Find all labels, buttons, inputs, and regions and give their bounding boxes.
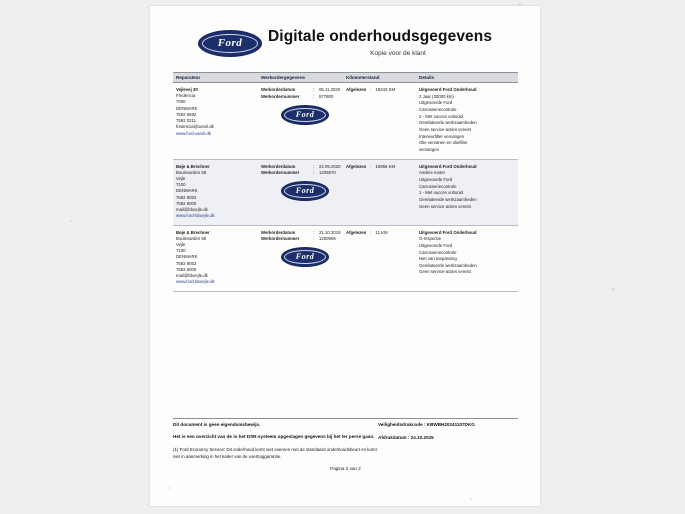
table-row	[173, 83, 518, 160]
details-line: Uitgevoerde Ford	[419, 242, 453, 248]
label-separator: :	[313, 87, 315, 92]
repairer-line: DENMARK	[176, 105, 198, 111]
details-line: Niet van toepassing	[419, 256, 457, 262]
table-row	[173, 160, 518, 226]
odometer-label: Afgelezen	[346, 87, 367, 92]
background-speckle	[470, 498, 472, 500]
details-title: Uitgevoerd Ford Onderhoud	[419, 229, 477, 235]
repairer-line: 7582 6000	[176, 266, 197, 272]
ford-logo-text: Ford	[217, 37, 243, 49]
label-separator: :	[370, 87, 372, 92]
security-code	[378, 422, 518, 429]
odometer-label: Afgelezen	[346, 163, 367, 169]
repairer-line: 7582 9053	[176, 194, 197, 200]
repairer-cell	[173, 87, 258, 154]
workorder-date-label: Werkorderdatum	[261, 87, 296, 92]
label-separator: :	[313, 229, 315, 235]
details-line: Geen service-acties vereist	[419, 126, 471, 132]
ford-logo-icon	[281, 181, 329, 201]
details-line: Olie vervanen en oliefilter	[419, 140, 468, 146]
background-speckle	[612, 288, 615, 291]
repairer-website: www.ford-xarvil.dk	[176, 130, 211, 136]
column-header-workorder: Werkordergegevens	[261, 75, 306, 80]
details-line: Uitgevoerde Ford	[419, 176, 453, 182]
workorder-number-value: 1200906	[319, 236, 336, 242]
ford-logo-icon	[198, 30, 262, 57]
repairer-website: www.ford-bboejle.dk	[176, 213, 215, 219]
details-line: vervangen	[419, 146, 440, 152]
table-header-row	[173, 72, 518, 83]
details-line: Gerelateerde werkzaamheden	[419, 120, 477, 126]
details-title: Uitgevoerd Ford Onderhoud	[419, 87, 477, 92]
workorder-date-value: 22.09.2020	[319, 163, 341, 169]
print-date-value: 24.10.2025	[410, 434, 434, 440]
details-line: Carrosseriecontrole	[419, 106, 457, 112]
footer-notice-title: Dit document is geen eigendomsbewijs.	[173, 422, 261, 427]
background-speckle	[168, 487, 170, 489]
workorder-cell	[258, 164, 343, 220]
details-title: Uitgevoerd Ford Onderhoud	[419, 163, 477, 169]
workorder-cell	[258, 87, 343, 154]
details-cell	[416, 164, 518, 220]
label-separator: :	[313, 236, 315, 242]
footer-notice-body: Het is een overzicht van de in het DSR-systeem opgeslagen gegevens bij het ter perse gaan.	[173, 433, 375, 439]
workorder-date-value: 21.10.2019	[319, 229, 341, 235]
repairer-line: Fredericia	[176, 93, 196, 99]
page-title: Digitale onderhoudsgegevens	[268, 28, 493, 45]
repairer-line: 7100	[176, 248, 186, 254]
odometer-label: Afgelezen	[346, 229, 367, 235]
repairer-line: 7100	[176, 182, 186, 188]
workorder-date-value: 05.11.2020	[319, 87, 341, 92]
odometer-cell	[343, 87, 416, 154]
workorder-cell	[258, 230, 343, 286]
details-cell	[416, 87, 518, 154]
repairer-line: 7582 9053	[176, 260, 197, 266]
repairer-line: Boulevarden 58	[176, 169, 207, 175]
page-subtitle: Kopie voor de klant	[370, 50, 426, 57]
page-number: Pagina 2 van 2	[330, 466, 361, 471]
repairer-email: mail@bboejle.dk	[176, 207, 208, 213]
details-line: Interieurfilter vervangen	[419, 133, 465, 139]
footer-divider	[173, 418, 518, 419]
details-line: 2 Jaar (30000 km)	[419, 93, 454, 99]
document-header	[150, 24, 540, 72]
service-records-table	[173, 72, 518, 292]
ford-logo-icon	[281, 247, 329, 267]
repairer-cell	[173, 164, 258, 220]
document-footer	[173, 418, 518, 471]
background-speckle	[518, 3, 521, 6]
repairer-name: Bøje & Brechner	[176, 163, 210, 169]
print-date	[378, 435, 518, 442]
footer-notice-small: (1) Ford Economy Service: Dit onderhoud komt niet overeen met de standaard onderhoudsbeurt en komt niet in aanmerking in het kader van de voertuiggarantie.	[173, 446, 377, 459]
repairer-line: 7592 0211	[176, 118, 196, 124]
repairer-line: DENMARK	[176, 188, 198, 194]
details-line: Gerelateerde werkzaamheden	[419, 262, 477, 268]
repairer-line: DENMARK	[176, 254, 198, 260]
label-separator: :	[313, 170, 315, 176]
repairer-cell	[173, 230, 258, 286]
label-separator: :	[313, 93, 315, 99]
ford-logo-icon	[281, 105, 329, 125]
repairer-line: 7582 6000	[176, 200, 197, 206]
repairer-line: Vejle	[176, 241, 186, 247]
repairer-line: 7000	[176, 99, 186, 105]
workorder-number-label: Werkordernummer	[261, 236, 300, 242]
details-line: Carrosseriecontrole	[419, 249, 457, 255]
odometer-value: 18343 KM	[375, 87, 396, 92]
details-line: Geen service-acties vereist	[419, 203, 471, 209]
table-row	[173, 226, 518, 292]
workorder-number-label: Werkordernummer	[261, 93, 300, 99]
column-header-repairer: Reparateur	[176, 75, 201, 80]
details-line: O-Inspectie	[419, 236, 441, 242]
column-header-details: Details	[419, 75, 435, 80]
repairer-line: Boulevarden 58	[176, 235, 207, 241]
background-speckle	[70, 220, 72, 222]
print-date-label: Afdrukdatum :	[378, 434, 410, 440]
repairer-line: Vejle	[176, 176, 186, 181]
security-code-label: Veiligheidsdrukcode :	[378, 422, 426, 427]
label-separator: :	[313, 163, 315, 169]
repairer-line: 7592 0692	[176, 111, 197, 117]
workorder-date-label: Werkorderdatum	[261, 229, 296, 235]
odometer-value: 16956 KM	[375, 163, 396, 169]
repairer-website: www.ford-bboejle.dk	[176, 279, 215, 285]
details-line: 2 - Met succes voltooid	[419, 113, 463, 119]
ford-logo-text: Ford	[295, 252, 315, 262]
details-line: Andere moter	[419, 170, 446, 176]
paper-sheet	[150, 6, 540, 506]
details-line: Geen service-acties vereist	[419, 269, 471, 275]
workorder-date-label: Werkorderdatum	[261, 163, 296, 169]
label-separator: :	[370, 163, 372, 169]
column-header-odometer: Kilometerstand	[346, 75, 380, 80]
repairer-name: Vejlevej 30	[176, 87, 198, 92]
security-code-value: KBWBH20241107DKG	[426, 422, 475, 427]
odometer-cell	[343, 230, 416, 286]
workorder-number-value: 1209870	[319, 170, 336, 176]
workorder-number-label: Werkordernummer	[261, 170, 300, 176]
details-line: Uitgevoerde Ford	[419, 100, 453, 106]
details-cell	[416, 230, 518, 286]
details-line: Carrosseriecontrole	[419, 183, 457, 189]
repairer-email: fredericia@xarvil.dk	[176, 124, 214, 130]
odometer-value: 11 KM	[375, 229, 388, 235]
label-separator: :	[370, 229, 372, 235]
ford-logo-text: Ford	[295, 186, 315, 196]
details-line: Gerelateerde werkzaamheden	[419, 196, 477, 202]
repairer-name: Bøje & Brechner	[176, 229, 210, 235]
workorder-number-value: 577800	[319, 93, 334, 99]
odometer-cell	[343, 164, 416, 220]
ford-logo-text: Ford	[295, 109, 315, 119]
repairer-email: mail@bboejle.dk	[176, 273, 208, 279]
details-line: 1 - Met succes voltooid	[419, 190, 463, 196]
